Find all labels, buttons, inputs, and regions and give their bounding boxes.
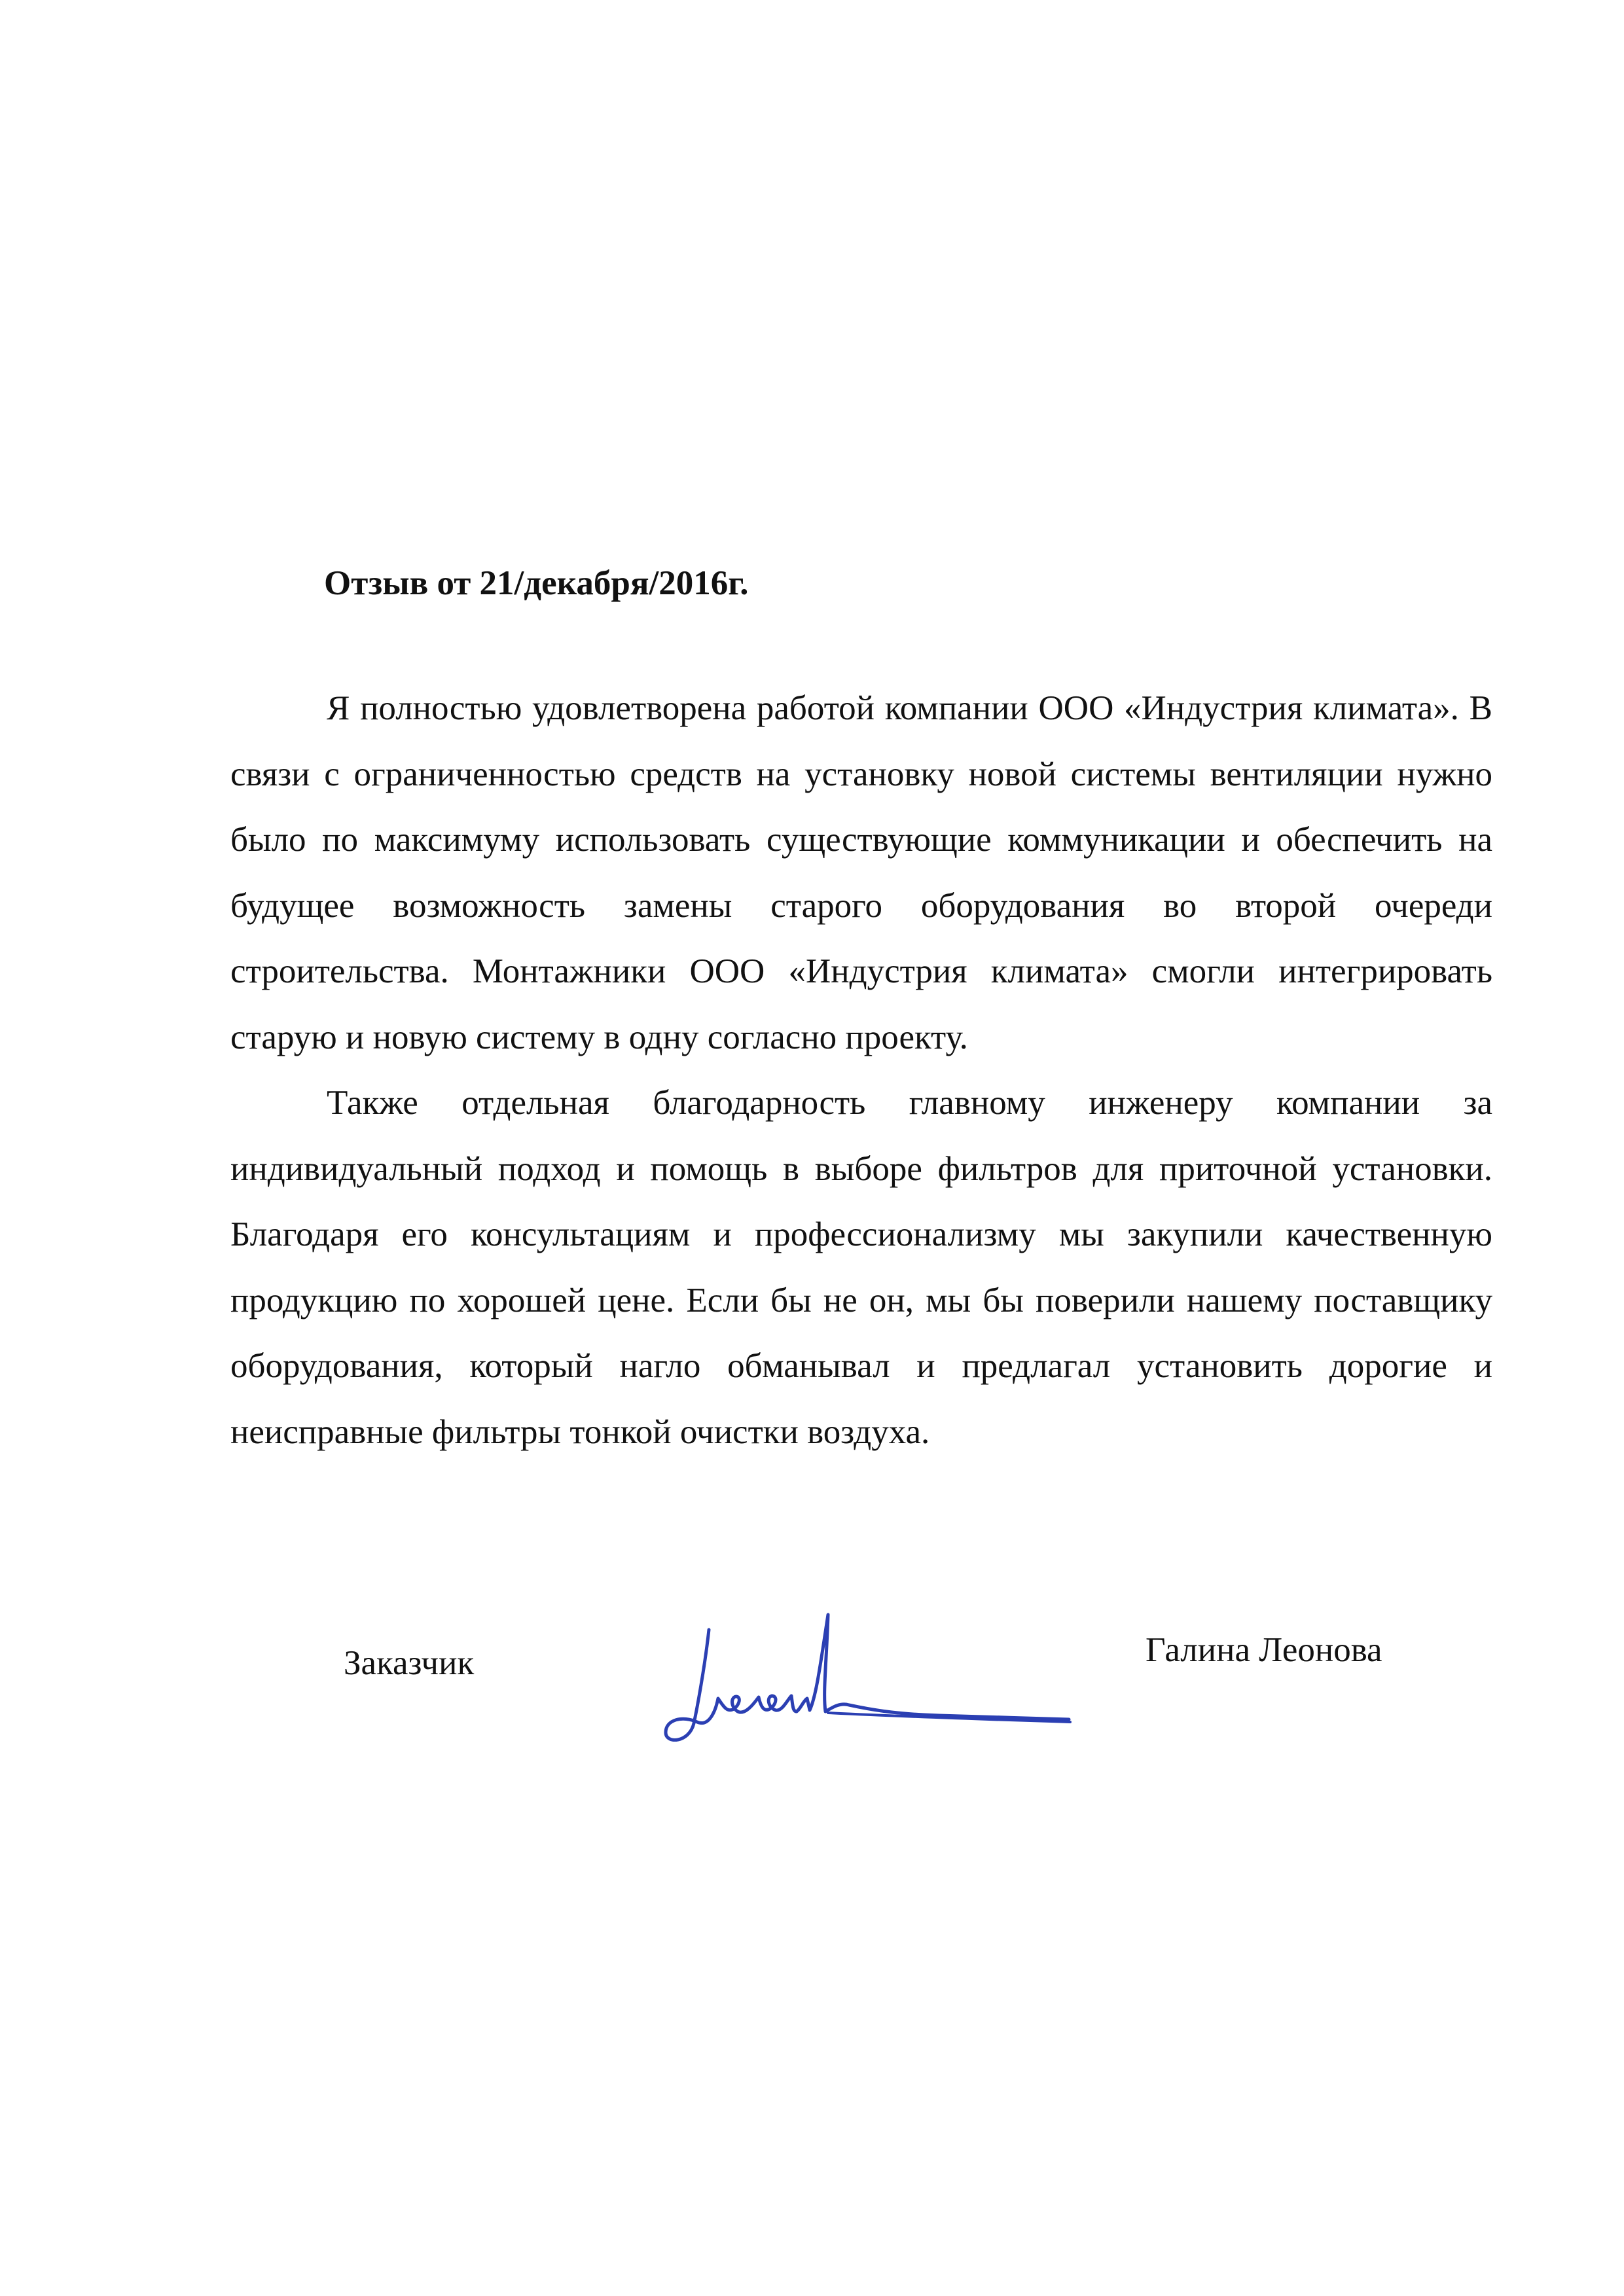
document-body bbox=[230, 675, 1492, 1465]
paragraph-1: Я полностью удовлетворена работой компании ООО «Индустрия климата». В связи с ограниченностью средств на установку новой системы вентиляции нужно было по максимуму использовать существующие коммуникации и обеспечить на будущее возможность замены старого оборудования во второй очереди строительства. Монтажники ООО «Индустрия климата» смогли интегрировать старую и новую систему в одну согласно проекту. bbox=[230, 689, 1492, 1056]
customer-label: Заказчик bbox=[344, 1644, 475, 1682]
paragraph-2: Также отдельная благодарность главному инженеру компании за индивидуальный подход и помощь в выборе фильтров для приточной установки. Благодаря его консультациям и профессионализму мы закупили качественную продукцию по хорошей цене. Если бы не он, мы бы поверили нашему поставщику оборудования, который нагло обманывал и предлагал установить дорогие и неисправные фильтры тонкой очистки воздуха. bbox=[230, 1084, 1492, 1451]
document-title: Отзыв от 21/декабря/2016г. bbox=[324, 564, 749, 602]
handwritten-signature-icon bbox=[632, 1568, 1103, 1777]
signer-name: Галина Леонова bbox=[1146, 1631, 1382, 1669]
